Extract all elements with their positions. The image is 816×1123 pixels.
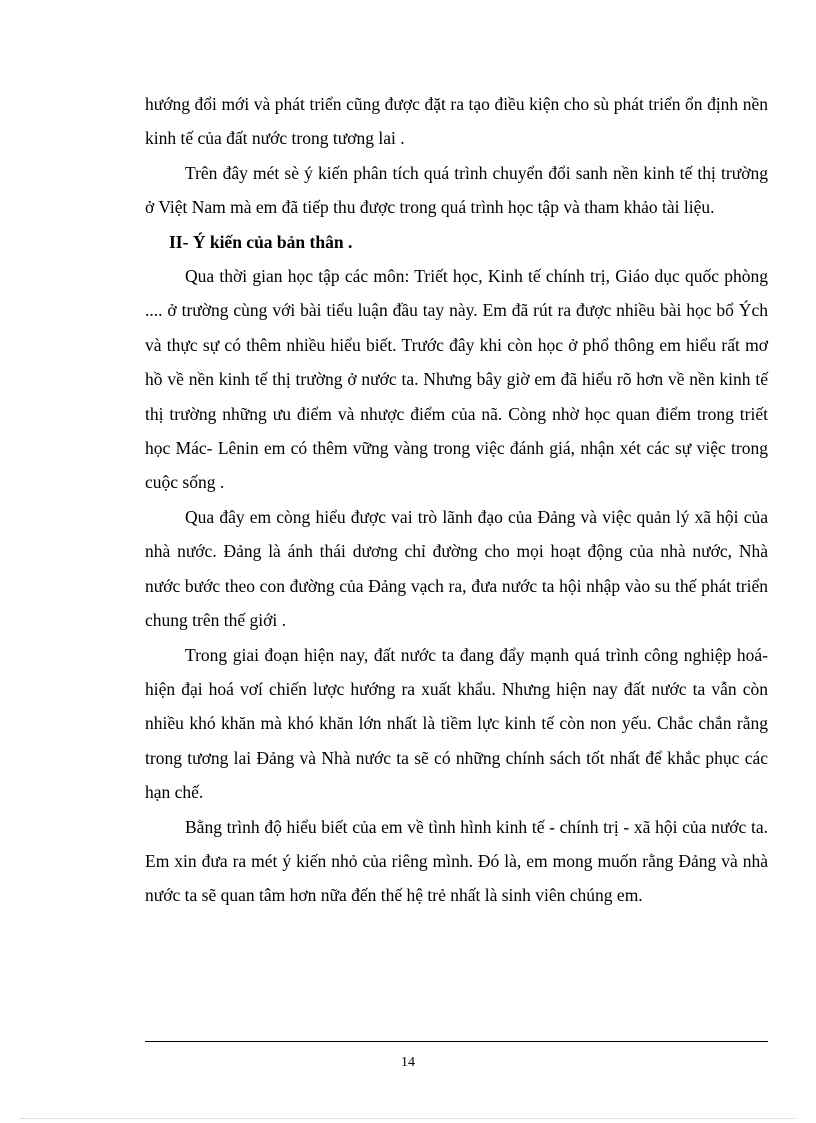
page-bottom-dotted-border — [20, 1118, 796, 1119]
footer-divider — [145, 1041, 768, 1042]
section-heading: II- Ý kiến của bản thân . — [169, 231, 353, 252]
paragraph-party-role: Qua đây em còng hiểu được vai trò lãnh đạo của Đảng và việc quản lý xã hội của nhà nước. Đảng là ánh thái dương chỉ đường cho mọi hoạt động của nhà nước, Nhà nước bước theo con đường của Đảng vạch ra, đưa nước ta hội nhập vào su thế phát triển chung trên thế giới . — [145, 506, 768, 631]
paragraph-summary: Trên đây mét sè ý kiến phân tích quá trình chuyển đổi sanh nền kinh tế thị trường ở Việt Nam mà em đã tiếp thu được trong quá trình học tập và tham khảo tài liệu. — [145, 162, 768, 218]
body-text — [145, 87, 768, 913]
paragraph-study-reflection: Qua thời gian học tập các môn: Triết học, Kinh tế chính trị, Giáo dục quốc phòng .... ở trường cùng với bài tiểu luận đầu tay này. Em đã rút ra được nhiều bài học bổ Ých và thực sự có thêm nhiều hiểu biết. Trước đây khi còn học ở phổ thông em hiểu rất mơ hồ về nền kinh tế thị trường ở nước ta. Nhưng bây giờ em đã hiểu rõ hơn về nền kinh tế thị trường những ưu điểm và nhược điểm của nã. Còng nhờ học quan điểm trong triết học Mác- Lênin em có thêm vững vàng trong việc đánh giá, nhận xét các sự việc trong cuộc sống . — [145, 266, 768, 493]
paragraph-personal-opinion: Bằng trình độ hiểu biết của em về tình hình kinh tế - chính trị - xã hội của nước ta. Em xin đưa ra mét ý kiến nhỏ của riêng mình. Đó là, em mong muốn rằng Đảng và nhà nước ta sẽ quan tâm hơn nữa đến thế hệ trẻ nhất là sinh viên chúng em. — [145, 816, 768, 906]
paragraph-current-stage: Trong giai đoạn hiện nay, đất nước ta đang đẩy mạnh quá trình công nghiệp hoá- hiện đại hoá vơí chiến lược hướng ra xuất khẩu. Nhưng hiện nay đất nước ta vẫn còn nhiều khó khăn mà khó khăn lớn nhất là tiềm lực kinh tế còn non yếu. Chắc chắn rằng trong tương lai Đảng và Nhà nước ta sẽ có những chính sách tốt nhất để khắc phục các hạn chế. — [145, 644, 768, 803]
paragraph-continuation: hướng đổi mới và phát triển cũng được đặt ra tạo điều kiện cho sù phát triển ổn định nền kinh tế của đất nước trong tương lai . — [145, 94, 768, 149]
page-number: 14 — [401, 1055, 415, 1070]
